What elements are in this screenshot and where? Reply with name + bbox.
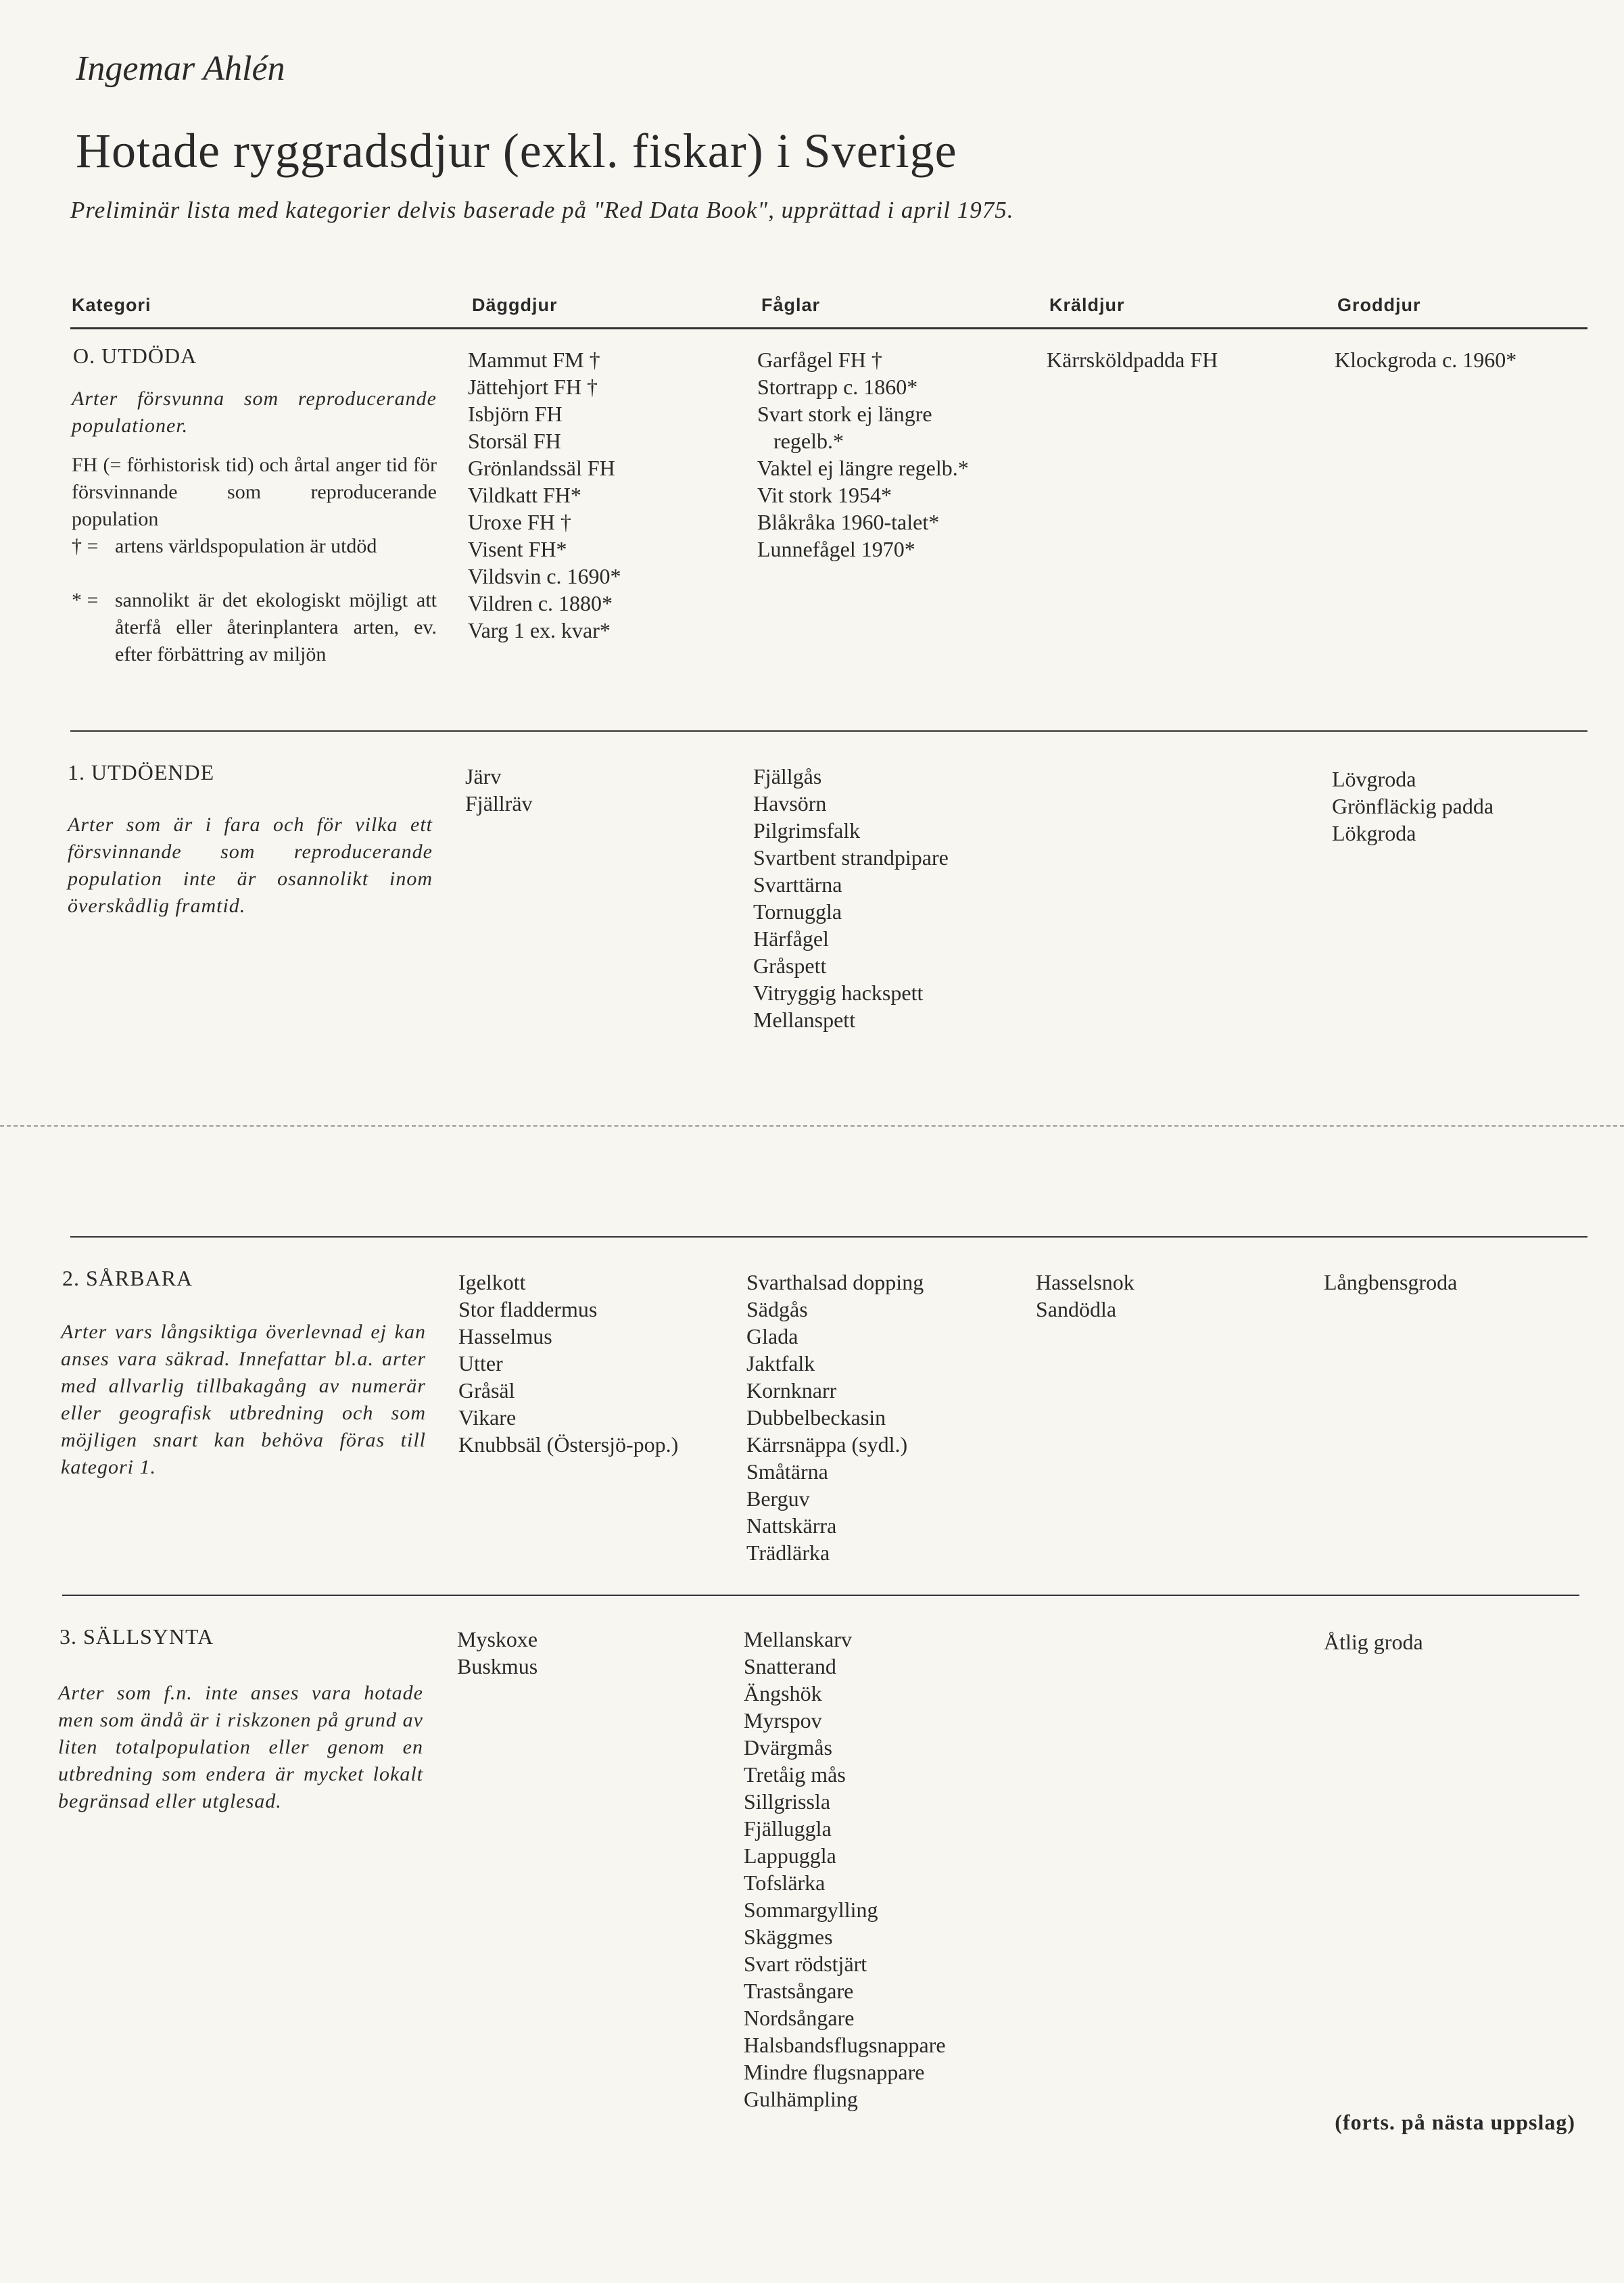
species-entry: Myskoxe <box>457 1627 538 1651</box>
species-entry: Knubbsäl (Östersjö-pop.) <box>458 1432 679 1457</box>
species-entry: Gråsäl <box>458 1378 515 1403</box>
section-divider <box>62 1595 1579 1596</box>
header-kraldjur: Kräldjur <box>1049 295 1125 315</box>
section-divider <box>70 730 1587 732</box>
header-daggdjur: Däggdjur <box>472 295 558 315</box>
continuation-note: (forts. på nästa uppslag) <box>1335 2110 1575 2134</box>
species-entry: Mellanskarv <box>744 1627 852 1651</box>
species-entry: Vildren c. 1880* <box>468 591 613 615</box>
species-entry: Dubbelbeckasin <box>746 1405 886 1430</box>
birds-list <box>744 1626 946 2113</box>
species-entry: Tofslärka <box>744 1870 826 1895</box>
species-entry: Garfågel FH † <box>757 348 882 372</box>
species-entry: Svarttärna <box>753 872 842 897</box>
species-entry: Glada <box>746 1324 798 1348</box>
category-name: 3. SÄLLSYNTA <box>59 1624 214 1649</box>
species-entry: Hasselmus <box>458 1324 552 1348</box>
species-entry: Igelkott <box>458 1270 526 1294</box>
species-entry: Lövgroda <box>1332 767 1416 791</box>
header-rule <box>70 327 1587 329</box>
species-entry: Berguv <box>746 1486 810 1511</box>
species-entry: Skäggmes <box>744 1925 833 1949</box>
category-name: 1. UTDÖENDE <box>68 760 215 784</box>
category-description: Arter som är i fara och för vilka ett försvinnande som reproducerande population inte är osannolikt inom överskådlig framtid. <box>68 814 433 917</box>
legend-asterisk <box>72 587 437 695</box>
species-entry: Gulhämpling <box>744 2087 858 2111</box>
species-entry: Trädlärka <box>746 1540 830 1565</box>
reptiles-list <box>1047 346 1218 373</box>
species-entry: Sandödla <box>1036 1297 1117 1321</box>
mammals-list <box>457 1626 538 1680</box>
species-entry: Utter <box>458 1351 503 1375</box>
species-entry: regelb.* <box>773 429 844 453</box>
species-entry: Åtlig groda <box>1324 1630 1423 1654</box>
species-entry: Grönfläckig padda <box>1332 794 1494 818</box>
species-entry: Jättehjort FH † <box>468 375 598 399</box>
species-entry: Havsörn <box>753 791 827 816</box>
mammals-list <box>458 1269 678 1458</box>
author: Ingemar Ahlén <box>76 49 285 88</box>
header-faglar: Fåglar <box>761 295 821 315</box>
species-entry: Tretåig mås <box>744 1762 846 1787</box>
species-entry: Mindre flugsnappare <box>744 2060 925 2084</box>
page-title: Hotade ryggradsdjur (exkl. fiskar) i Sverige <box>76 124 957 178</box>
species-entry: Vikare <box>458 1405 517 1430</box>
species-entry: Klockgroda c. 1960* <box>1335 348 1517 372</box>
species-entry: Trastsångare <box>744 1979 854 2003</box>
species-entry: Halsbandsflugsnappare <box>744 2033 946 2057</box>
category-name: 2. SÅRBARA <box>62 1266 193 1290</box>
species-entry: Svart rödstjärt <box>744 1952 867 1976</box>
species-entry: Fjälluggla <box>744 1816 832 1841</box>
species-entry: Kornknarr <box>746 1378 837 1403</box>
species-entry: Järv <box>465 764 502 789</box>
species-entry: Stor fladdermus <box>458 1297 598 1321</box>
legend-symbol: * = <box>72 589 99 611</box>
species-entry: Fjällräv <box>465 791 533 816</box>
amphibians-list <box>1332 766 1494 847</box>
birds-list <box>746 1269 924 1566</box>
reptiles-list <box>1036 1269 1135 1323</box>
species-entry: Småtärna <box>746 1459 828 1484</box>
species-entry: Pilgrimsfalk <box>753 818 861 843</box>
species-entry: Uroxe FH † <box>468 510 571 534</box>
header-kategori: Kategori <box>72 295 151 315</box>
mammals-list <box>468 346 621 644</box>
amphibians-list <box>1324 1269 1457 1296</box>
category-description: Arter vars långsiktiga överlevnad ej kan anses vara säkrad. Innefattar bl.a. arter med allvarlig tillbakagång av numerär eller geografisk utbredning och som möjligen snart kan behöva föras till kategori 1. <box>61 1321 426 1478</box>
species-entry: Isbjörn FH <box>468 402 563 426</box>
legend-text: artens världspopulation är utdöd <box>115 535 377 557</box>
species-entry: Långbensgroda <box>1324 1270 1458 1294</box>
birds-list <box>757 346 969 563</box>
species-entry: Mammut FM † <box>468 348 600 372</box>
mammals-list <box>465 763 533 817</box>
species-entry: Blåkråka 1960-talet* <box>757 510 940 534</box>
species-entry: Vaktel ej längre regelb.* <box>757 456 969 480</box>
species-entry: Vildkatt FH* <box>468 483 581 507</box>
species-entry: Kärrsnäppa (sydl.) <box>746 1432 908 1457</box>
species-entry: Nordsångare <box>744 2006 855 2030</box>
species-entry: Mellanspett <box>753 1008 856 1032</box>
category-name: O. UTDÖDA <box>73 344 197 368</box>
species-entry: Myrspov <box>744 1708 822 1733</box>
species-entry: Hasselsnok <box>1036 1270 1135 1294</box>
species-entry: Visent FH* <box>468 537 567 561</box>
birds-list <box>753 763 949 1033</box>
amphibians-list <box>1335 346 1516 373</box>
species-entry: Svart stork ej längre <box>757 402 932 426</box>
species-entry: Kärrsköldpadda FH <box>1047 348 1218 372</box>
category-description: Arter som f.n. inte anses vara hotade men som ändå är i riskzonen på grund av liten totalpopulation eller genom en utbredning som endera är mycket lokalt begränsad eller utglesad. <box>58 1682 423 1812</box>
species-entry: Stortrapp c. 1860* <box>757 375 918 399</box>
species-entry: Lappuggla <box>744 1843 836 1868</box>
species-entry: Ängshök <box>744 1681 822 1705</box>
species-entry: Varg 1 ex. kvar* <box>468 618 611 642</box>
species-entry: Härfågel <box>753 926 829 951</box>
subtitle: Preliminär lista med kategorier delvis baserade på "Red Data Book", upprättad i april 1975. <box>70 197 1014 223</box>
species-entry: Svarthalsad dopping <box>746 1270 924 1294</box>
amphibians-list <box>1324 1628 1423 1655</box>
species-entry: Lökgroda <box>1332 821 1416 845</box>
species-entry: Fjällgås <box>753 764 822 789</box>
species-entry: Buskmus <box>457 1654 538 1678</box>
page-fold <box>0 1125 1624 1127</box>
species-entry: Vitryggig hackspett <box>753 981 924 1005</box>
species-entry: Dvärgmås <box>744 1735 832 1760</box>
species-entry: Tornuggla <box>753 899 842 924</box>
species-entry: Vit stork 1954* <box>757 483 892 507</box>
species-entry: Sädgås <box>746 1297 808 1321</box>
species-entry: Storsäl FH <box>468 429 561 453</box>
species-entry: Sillgrissla <box>744 1789 831 1814</box>
category-note: FH (= förhistorisk tid) och årtal anger tid för försvinnande som reproducerande population <box>72 454 437 530</box>
species-entry: Nattskärra <box>746 1513 837 1538</box>
legend-symbol: † = <box>72 535 99 557</box>
category-description: Arter försvunna som reproducerande populationer. <box>72 387 437 437</box>
species-entry: Sommargylling <box>744 1898 878 1922</box>
species-entry: Lunnefågel 1970* <box>757 537 915 561</box>
section-divider <box>70 1236 1587 1238</box>
legend-text: sannolikt är det ekologiskt möjligt att återfå eller återinplantera arten, ev. efter förbättring av miljön <box>115 589 437 665</box>
species-entry: Vildsvin c. 1690* <box>468 564 621 588</box>
header-groddjur: Groddjur <box>1337 295 1421 315</box>
legend-dagger <box>72 533 437 587</box>
species-entry: Gråspett <box>753 954 827 978</box>
species-entry: Svartbent strandpipare <box>753 845 949 870</box>
species-entry: Snatterand <box>744 1654 836 1678</box>
species-entry: Grönlandssäl FH <box>468 456 615 480</box>
species-entry: Jaktfalk <box>746 1351 815 1375</box>
